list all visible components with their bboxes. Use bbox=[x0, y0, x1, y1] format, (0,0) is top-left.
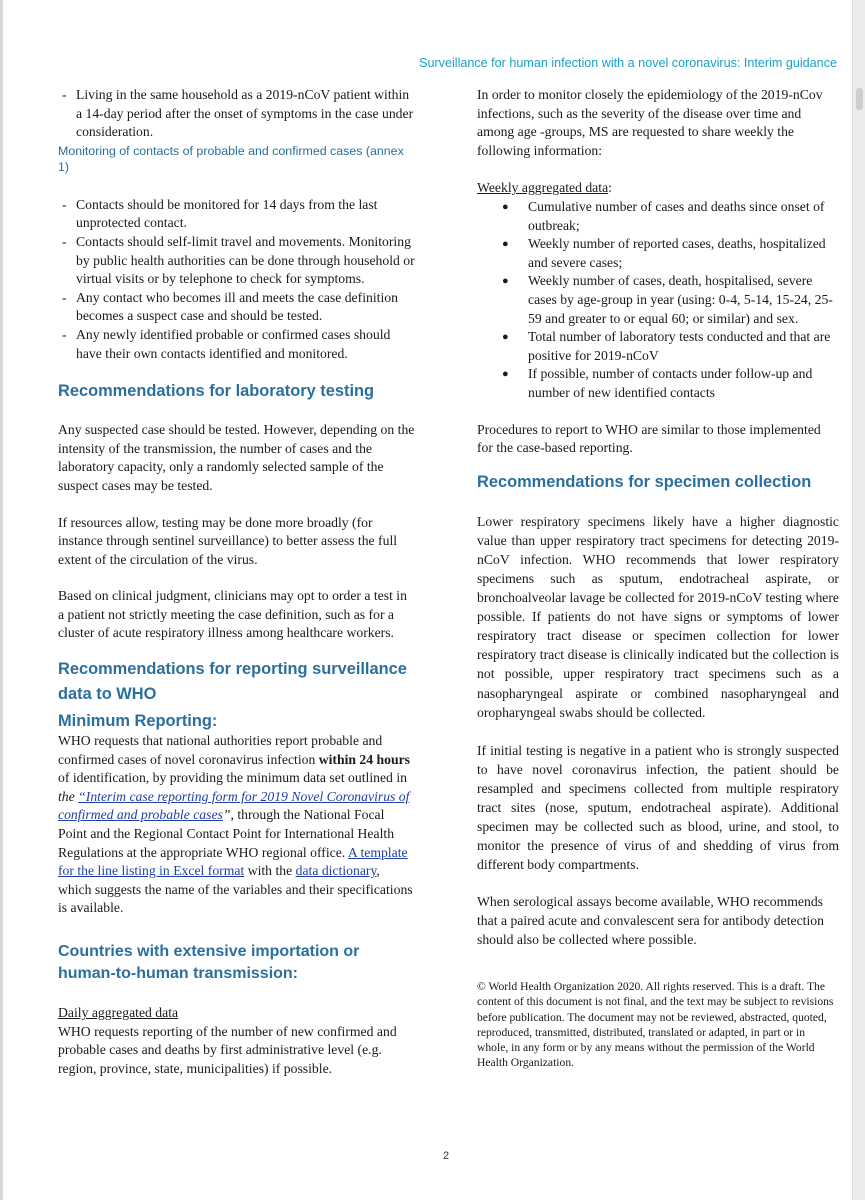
serology-text: When serological assays become available, WHO recommends that a paired acute and convalescent sera for antibody detection should also be collected where possible. bbox=[477, 894, 824, 947]
monitoring-list bbox=[58, 196, 416, 363]
left-column bbox=[58, 86, 416, 1078]
running-header: Surveillance for human infection with a novel coronavirus: Interim guidance bbox=[419, 56, 837, 70]
list-item: ● Total number of laboratory tests conducted and that are positive for 2019-nCoV bbox=[502, 329, 831, 363]
lab-paragraph: If resources allow, testing may be done more broadly (for instance through sentinel surveillance) to better assess the full extent of the circulation of the virus. bbox=[58, 514, 398, 567]
list-item: ● Weekly number of cases, death, hospitalised, severe cases by age-group in year (using: 0-4, 5-14, 15-24, 25-59 and greater to or equal 60; or similar) and sex. bbox=[502, 273, 833, 326]
weekly-data-list bbox=[477, 198, 839, 403]
reporting-heading: Recommendations for reporting surveillance data to WHO bbox=[58, 660, 407, 704]
list-item: ● If possible, number of contacts under follow-up and number of new identified contacts bbox=[502, 366, 813, 400]
weekly-intro: In order to monitor closely the epidemiology of the 2019-nCov infections, such as the severity of the disease over time and among age -groups, MS are requested to share weekly the following information: bbox=[477, 87, 823, 158]
procedures-text: Procedures to report to WHO are similar to those implemented for the case-based reporting. bbox=[477, 421, 821, 456]
lab-testing-heading: Recommendations for laboratory testing bbox=[58, 382, 375, 401]
monitoring-heading: Monitoring of contacts of probable and confirmed cases (annex 1) bbox=[58, 143, 404, 174]
case-reporting-form-link[interactable]: “Interim case reporting form for 2019 Novel Coronavirus of confirmed and probable cases bbox=[58, 788, 410, 823]
specimen-heading: Recommendations for specimen collection bbox=[477, 472, 812, 491]
page-left-edge bbox=[0, 0, 3, 1200]
minimum-reporting-text: WHO requests that national authorities report probable and confirmed cases of novel coronavirus infection within 24 hours of identification, by providing the minimum data set outlined in the “Interim case reporting form for 2019 Novel Coronavirus of confirmed and probable cases”, through the National Focal Point and the Regional Contact Point for International Health Regulations at the appropriate WHO regional office. A template for the line listing in Excel format with the data dictionary, which suggests the name of the variables and their specifications is available. bbox=[58, 733, 413, 916]
list-item: - Any newly identified probable or confirmed cases should have their own contacts identified and monitored. bbox=[62, 326, 391, 361]
list-item: - Contacts should be monitored for 14 days from the last unprotected contact. bbox=[62, 196, 378, 231]
scrollbar[interactable] bbox=[852, 0, 865, 1200]
copyright-notice: © World Health Organization 2020. All rights reserved. This is a draft. The content of this document is not final, and the text may be subject to revisions before publication. The document may not be reviewed, abstracted, quoted, reproduced, transmitted, distributed, translated or adapted, in part or in whole, in any form or by any means without the permission of the World Health Organization. bbox=[477, 980, 834, 1070]
list-item: ● Cumulative number of cases and deaths since onset of outbreak; bbox=[502, 198, 825, 233]
lab-paragraph: Based on clinical judgment, clinicians may opt to order a test in a patient not strictly meeting the case definition, such as for a cluster of acute respiratory illness among healthcare workers. bbox=[58, 588, 407, 641]
daily-aggregated-label: Daily aggregated data bbox=[58, 1005, 179, 1020]
line-listing-template-link[interactable]: A template for the line listing in Excel format bbox=[58, 844, 408, 879]
countries-heading: Countries with extensive importation or human-to-human transmission: bbox=[58, 943, 360, 982]
list-item: ● Weekly number of reported cases, deaths, hospitalized and severe cases; bbox=[502, 236, 826, 270]
list-item: - Any contact who becomes ill and meets the case definition becomes a suspect case and should be tested. bbox=[62, 289, 398, 324]
data-dictionary-link[interactable]: data dictionary bbox=[295, 863, 377, 879]
scrollbar-thumb[interactable] bbox=[856, 88, 863, 110]
specimen-paragraph: Lower respiratory specimens likely have a higher diagnostic value than upper respiratory tract specimens for detecting 2019-nCoV infection. WHO recommends that lower respiratory specimens such as sputum, endotracheal aspirate, or bronchoalveolar lavage be collected for 2019-nCoV testing where possible. If patients do not have signs or symptoms of lower respiratory tract disease or specimen collection for lower respiratory tract disease is clinically indicated but the collection is not possible, upper respiratory tract specimens such as a nasopharyngeal aspirate or combined nasopharyngeal and oropharyngeal swabs should be collected. bbox=[477, 513, 839, 720]
specimen-paragraph: If initial testing is negative in a patient who is strongly suspected to have novel coronavirus infection, the patient should be resampled and specimens collected from multiple respiratory tract sites (nose, sputum, endotracheal aspirate). Additional specimen may be collected such as blood, urine, and stool, to monitor the presence of virus of and shedding of virus from different body compartments. bbox=[477, 742, 839, 873]
weekly-aggregated-label: Weekly aggregated data: bbox=[477, 180, 612, 196]
minimum-reporting-heading: Minimum Reporting: bbox=[58, 712, 218, 731]
list-item: - Contacts should self-limit travel and movements. Monitoring by public health authorities can be done through household or virtual visits or by telephone to check for symptoms. bbox=[62, 233, 415, 287]
right-column bbox=[477, 86, 839, 1070]
household-contact-list bbox=[58, 86, 416, 142]
daily-aggregated-text: WHO requests reporting of the number of new confirmed and probable cases and deaths by first administrative level (e.g. region, province, state, municipalities) if possible. bbox=[58, 1023, 397, 1076]
lab-paragraph: Any suspected case should be tested. However, depending on the intensity of the transmission, the number of cases and the laboratory capacity, only a randomly selected sample of the suspect cases may be tested. bbox=[58, 422, 415, 493]
page-number: 2 bbox=[443, 1150, 450, 1162]
list-item: - Living in the same household as a 2019-nCoV patient within a 14-day period after the onset of symptoms in the case under consideration. bbox=[62, 87, 414, 140]
